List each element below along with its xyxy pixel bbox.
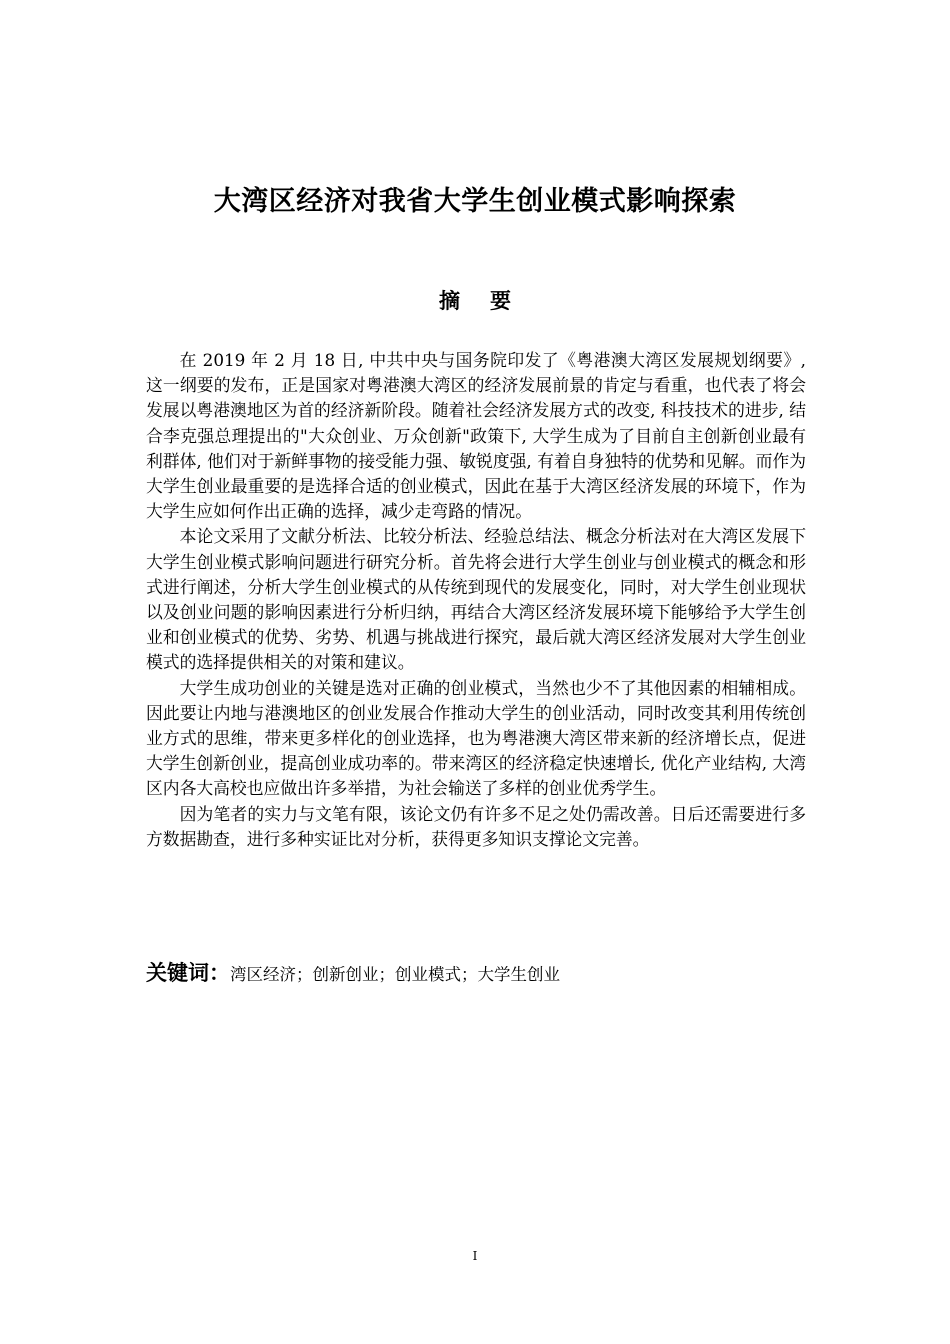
- keywords-label: 关键词：: [146, 961, 230, 985]
- abstract-paragraph-4: 因为笔者的实力与文笔有限，该论文仍有许多不足之处仍需改善。日后还需要进行多方数据勘查，进行多种实证比对分析，获得更多知识支撑论文完善。: [146, 803, 806, 849]
- keywords-text: 湾区经济；创新创业；创业模式；大学生创业: [230, 965, 560, 984]
- abstract-paragraph-2: 本论文采用了文献分析法、比较分析法、经验总结法、概念分析法对在大湾区发展下大学生创业模式影响问题进行研究分析。首先将会进行大学生创业与创业模式的概念和形式进行阐述，分析大学生创业模式的从传统到现代的发展变化，同时，对大学生创业现状以及创业问题的影响因素进行分析归纳，再结合大湾区经济发展环境下能够给予大学生创业和创业模式的优势、劣势、机遇与挑战进行探究，最后就大湾区经济发展对大学生创业模式的选择提供相关的对策和建议。: [146, 526, 806, 673]
- abstract-body: [146, 348, 806, 852]
- abstract-paragraph-3: 大学生成功创业的关键是选对正确的创业模式，当然也少不了其他因素的相辅相成。因此要让内地与港澳地区的创业发展合作推动大学生的创业活动，同时改变其利用传统创业方式的思维，带来更多样化的创业选择，也为粤港澳大湾区带来新的经济增长点，促进大学生创新创业，提高创业成功率的。带来湾区的经济稳定快速增长, 优化产业结构, 大湾区内各大高校也应做出许多举措，为社会输送了多样的创业优秀学生。: [146, 677, 806, 799]
- abstract-paragraph-1: 在 2019 年 2 月 18 日, 中共中央与国务院印发了《粤港澳大湾区发展规划纲要》, 这一纲要的发布，正是国家对粤港澳大湾区的经济发展前景的肯定与看重，也代表了将会发展以粤港澳地区为首的经济新阶段。随着社会经济发展方式的改变, 科技技术的进步, 结合李克强总理提出的"大众创业、万众创新"政策下, 大学生成为了目前自主创新创业最有利群体, 他们对于新鲜事物的接受能力强、敏锐度强, 有着自身独特的优势和见解。而作为大学生创业最重要的是选择合适的创业模式，因此在基于大湾区经济发展的环境下，作为大学生应如何作出正确的选择，减少走弯路的情况。: [146, 350, 806, 522]
- keywords-line: [146, 958, 826, 990]
- abstract-heading-char-2: 要: [490, 289, 511, 313]
- abstract-heading-char-1: 摘: [439, 289, 460, 313]
- page-number: I: [472, 1249, 478, 1263]
- document-title: 大湾区经济对我省大学生创业模式影响探索: [213, 186, 737, 217]
- abstract-heading: [0, 286, 950, 316]
